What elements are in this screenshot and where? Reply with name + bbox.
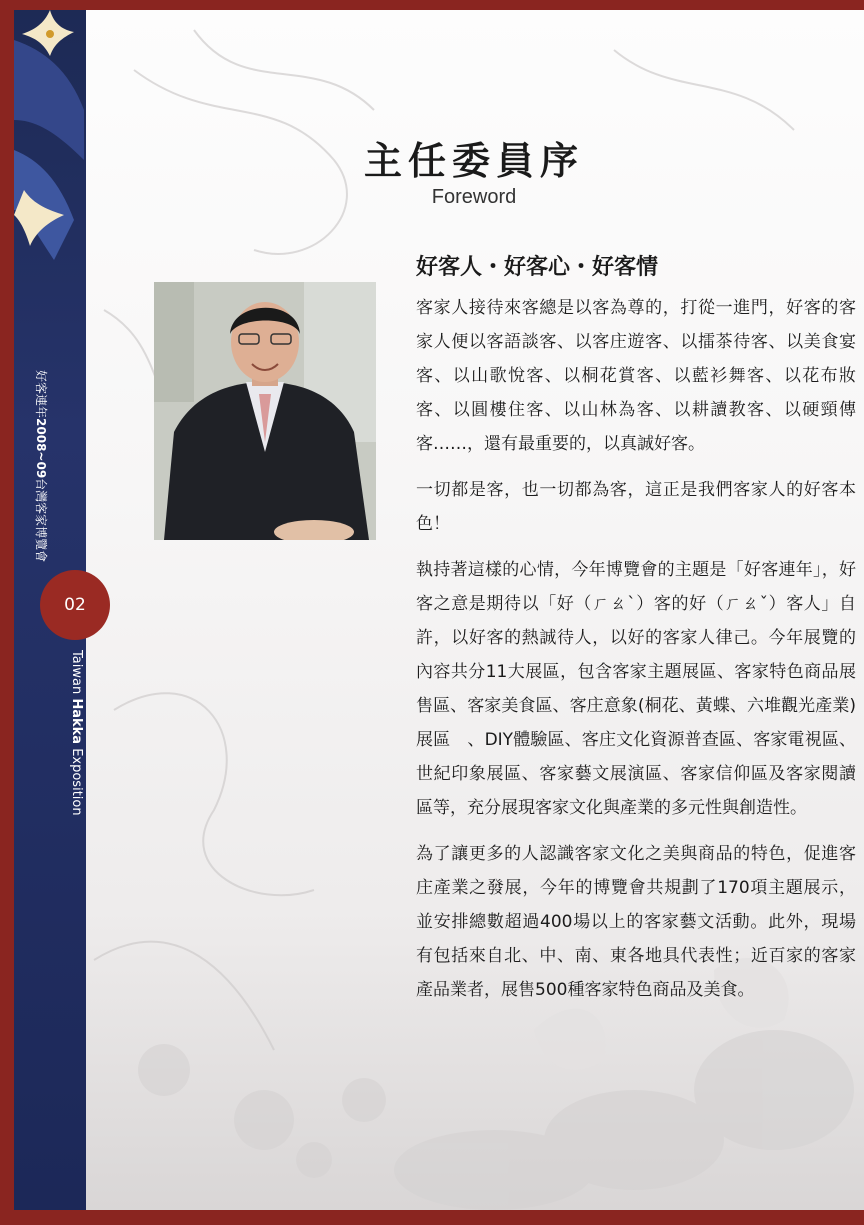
page-number-badge: 02	[40, 570, 110, 640]
page-subtitle: Foreword	[431, 186, 517, 208]
expo-name-part-2: Hakka	[69, 698, 84, 745]
foreword-article	[416, 250, 856, 1019]
article-paragraph: 一切都是客，也一切都為客，這正是我們客家人的好客本色！	[416, 480, 856, 534]
vertical-title-prefix: 好客連年	[34, 370, 48, 419]
article-paragraph: 為了讓更多的人認識客家文化之美與商品的特色，促進客庄產業之發展，今年的博覽會共規劃了170項主題展示，並安排總數超過400場以上的客家藝文活動。此外，現場有包括來自北、中、南、東各地具代表性；近百家的客家產品業者，展售500種客家特色商品及美食。	[416, 844, 856, 1000]
vertical-title-year: 2008~09	[34, 418, 48, 479]
vertical-expo-name-en	[69, 650, 84, 816]
expo-name-part-1: Taiwan	[69, 650, 84, 699]
brochure-page	[14, 10, 864, 1210]
portrait-photo	[154, 282, 376, 540]
article-paragraph: 客家人接待來客總是以客為尊的，打從一進門，好客的客家人便以客語談客、以客庄遊客、以擂茶待客、以美食宴客、以山歌悅客、以桐花賞客、以藍衫舞客、以花布妝客、以圓樓住客、以山林為客、以耕讀教客、以硬頸傳客……，還有最重要的，以真誠好客。	[416, 298, 856, 454]
vertical-title-suffix: 台灣客家博覽會	[34, 478, 48, 563]
expo-name-part-3: Exposition	[69, 744, 84, 816]
page-title: 主任委員序	[363, 139, 584, 183]
portrait-image	[154, 282, 376, 540]
article-paragraph: 執持著這樣的心情，今年博覽會的主題是「好客連年」，好客之意是期待以「好（ㄏㄠˋ）客的好（ㄏㄠˇ）客人」自許，以好客的熱誠待人，以好的客家人律己。今年展覽的內容共分11大展區，包含客家主題展區、客家特色商品展售區、客家美食區、客庄意象(桐花、黃蝶、六堆觀光產業)展區 、DIY體驗區、客庄文化資源普查區、客家電視區、世紀印象展區、客家藝文展演區、客家信仰區及客家閱讀區等，充分展現客家文化與產業的多元性與創造性。	[416, 560, 856, 818]
lily-flower-decoration	[14, 10, 86, 280]
article-heading: 好客人・好客心・好客情	[416, 255, 659, 280]
